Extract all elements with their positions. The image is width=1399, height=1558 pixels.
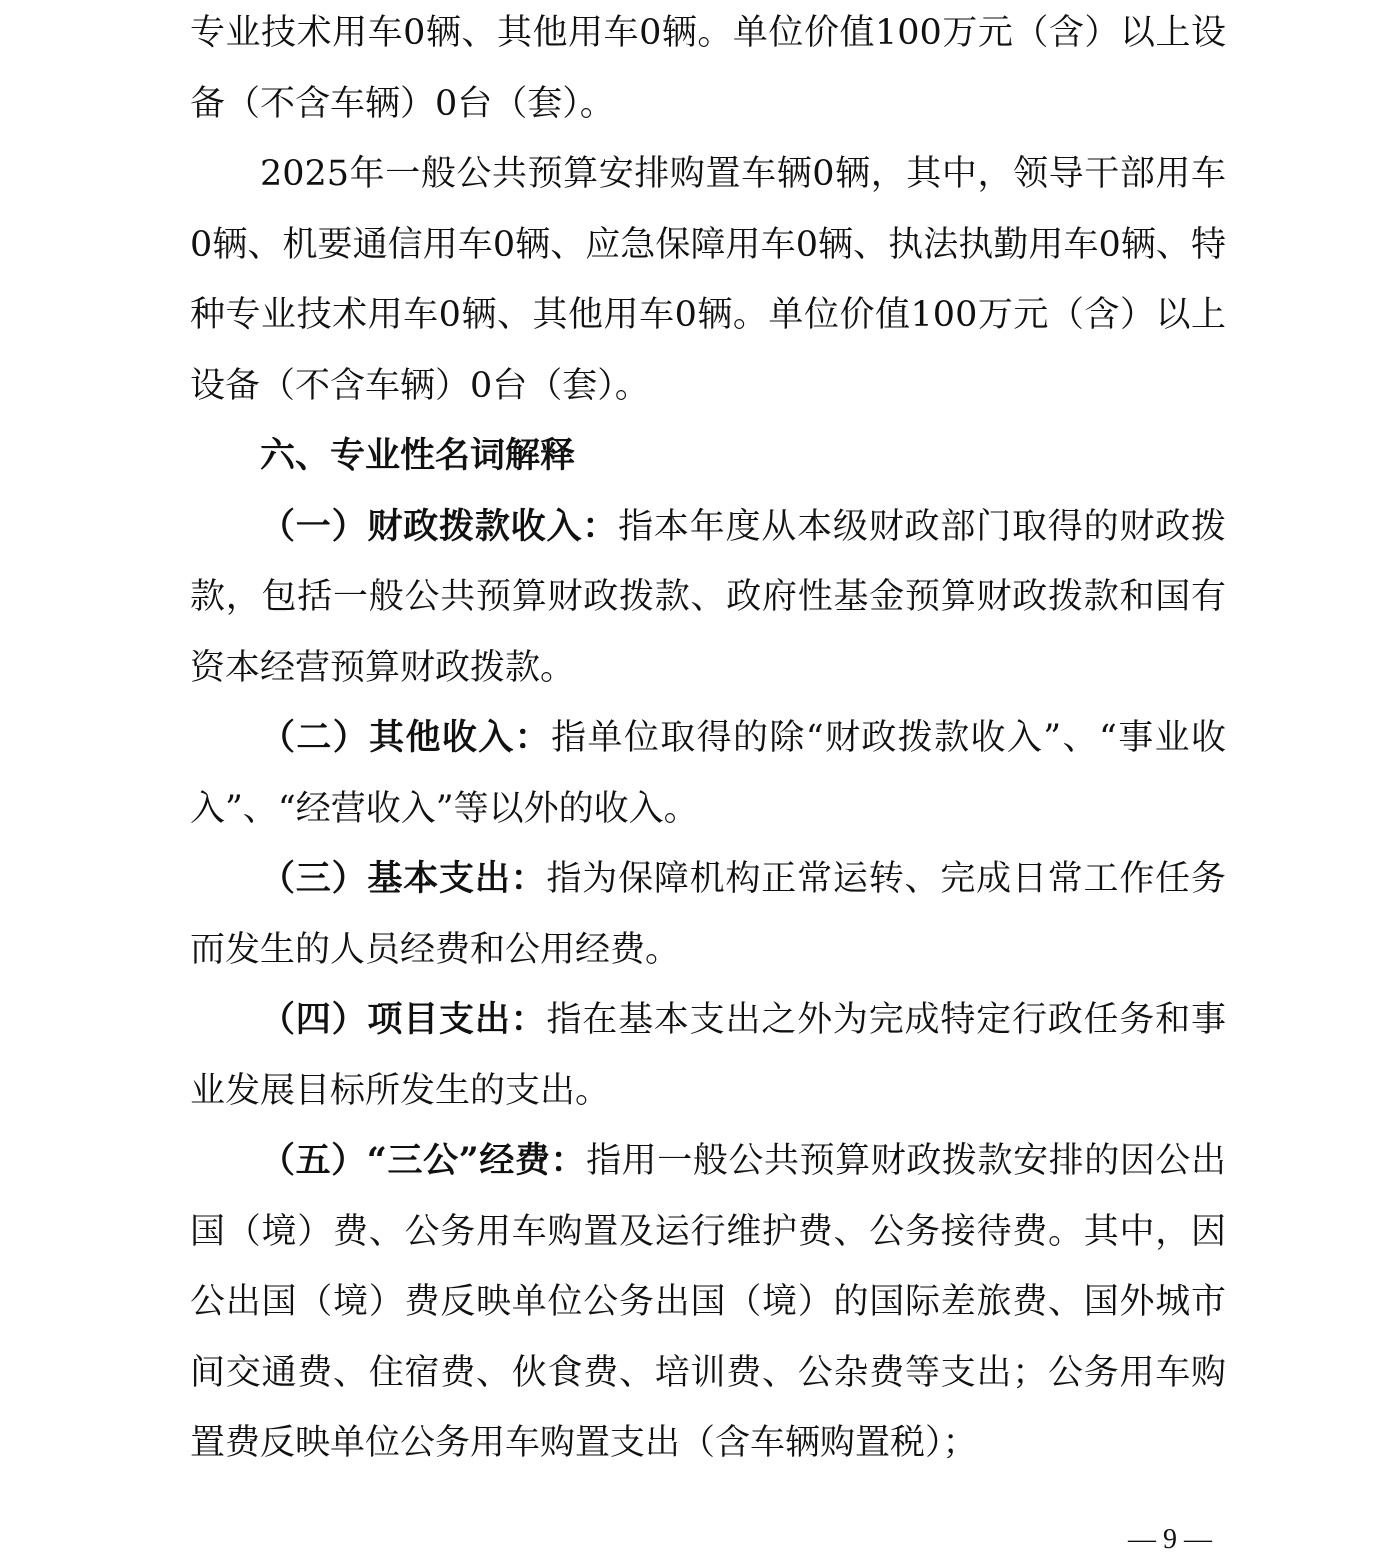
definition-text: 指本年度从本级财政部门取得的财政拨款，包括一般公共预算财政拨款、政府性基金预算财政拨款和国有资本经营预算财政拨款。	[190, 506, 1226, 688]
section-heading-terminology: 六、专业性名词解释	[260, 436, 576, 476]
definition-project-expenditure	[190, 985, 1226, 1126]
definition-term: （一）财政拨款收入：	[260, 505, 619, 547]
definition-three-public-expenses	[190, 1126, 1226, 1479]
definition-term: （二）其他收入：	[260, 717, 552, 758]
definition-text: 指单位取得的除“财政拨款收入”、“事业收入”、“经营收入”等以外的收入。	[190, 718, 1226, 829]
definition-term: （五）“三公”经费：	[260, 1140, 587, 1181]
paragraph-vehicles-continued: 专业技术用车0辆、其他用车0辆。单位价值100万元（含）以上设备（不含车辆）0台（套）。	[190, 13, 1226, 124]
definition-term: （四）项目支出：	[260, 999, 547, 1040]
definition-text: 指用一般公共预算财政拨款安排的因公出国（境）费、公务用车购置及运行维护费、公务接待费。其中，因公出国（境）费反映单位公务出国（境）的国际差旅费、国外城市间交通费、住宿费、伙食费、培训费、公杂费等支出；公务用车购置费反映单位公务用车购置支出（含车辆购置税）；	[190, 1141, 1226, 1463]
page-number: — 9 —	[1128, 1524, 1212, 1555]
definition-basic-expenditure	[190, 844, 1226, 985]
definition-text: 指为保障机构正常运转、完成日常工作任务而发生的人员经费和公用经费。	[190, 859, 1226, 970]
definition-text: 指在基本支出之外为完成特定行政任务和事业发展目标所发生的支出。	[190, 1000, 1226, 1111]
definition-term: （三）基本支出：	[260, 858, 547, 899]
document-body	[190, 0, 1226, 1479]
definition-other-income	[190, 703, 1226, 844]
definition-fiscal-appropriation-income	[190, 492, 1226, 704]
paragraph-2025-vehicle-budget: 2025年一般公共预算安排购置车辆0辆，其中，领导干部用车0辆、机要通信用车0辆、应急保障用车0辆、执法执勤用车0辆、特种专业技术用车0辆、其他用车0辆。单位价值100万元（含）以上设备（不含车辆）0台（套）。	[190, 154, 1226, 406]
